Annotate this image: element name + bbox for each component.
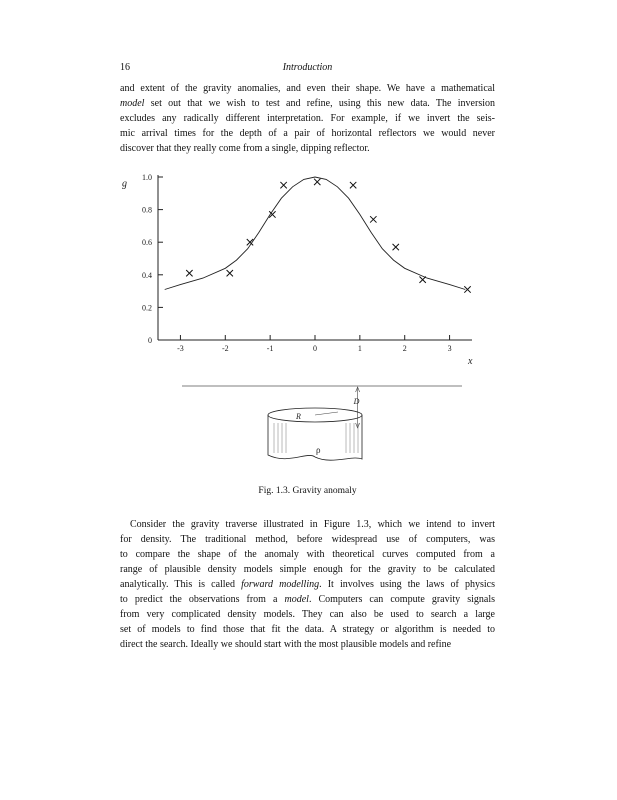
text-segment: . Computers can compute gravity signals	[308, 594, 495, 605]
text-segment: to compare the shape of the anomaly with theoretical curves computed from a	[120, 549, 495, 560]
text-line	[120, 111, 495, 126]
text-segment: . It involves using the laws of physics	[319, 579, 495, 590]
y-tick-label: 0.8	[142, 205, 152, 215]
text-line	[120, 81, 495, 96]
text-segment: mic arrival times for the depth of a pair of horizontal reflectors we would never	[120, 128, 495, 139]
text-line	[120, 592, 495, 607]
running-title: Introduction	[282, 62, 333, 73]
text-line	[120, 562, 495, 577]
y-tick-label: 0.6	[142, 238, 152, 248]
text-line	[120, 637, 495, 652]
text-segment: Consider the gravity traverse illustrated in Figure 1.3, which we intend to invert	[130, 519, 495, 530]
observation-point	[280, 182, 286, 188]
x-tick-label: -1	[266, 344, 274, 353]
x-tick-label: -2	[221, 344, 229, 353]
observation-point	[419, 276, 425, 282]
emphasis: model	[120, 98, 145, 109]
text-line	[120, 577, 495, 592]
theoretical-curve	[165, 177, 466, 290]
text-segment: for density. The traditional method, before widespread use of computers, was	[120, 534, 495, 545]
text-line	[120, 622, 495, 637]
depth-label: D	[353, 397, 360, 406]
observation-point	[370, 216, 376, 222]
running-header	[120, 62, 495, 76]
text-line	[120, 532, 495, 547]
text-segment: direct the search. Ideally we should start with the most plausible models and refine	[120, 639, 452, 650]
observation-point	[227, 270, 233, 276]
radius-label: R	[296, 412, 301, 421]
text-segment: from very complicated density models. They can also be used to search a large	[120, 609, 495, 620]
y-tick-label: 0.2	[142, 303, 152, 313]
observation-point	[393, 244, 399, 250]
text-line	[120, 607, 495, 622]
y-tick-label: 0.4	[142, 270, 152, 280]
x-tick-label: 2	[402, 344, 407, 353]
x-tick-label: -3	[177, 344, 184, 353]
text-line	[120, 517, 495, 532]
x-tick-label: 0	[313, 344, 317, 353]
x-tick-label: 3	[447, 344, 452, 353]
text-line	[120, 126, 495, 141]
text-segment: to predict the observations from a	[120, 594, 285, 605]
paragraph-1	[120, 81, 495, 156]
text-segment: range of plausible density models simple enough for the gravity to be calculated	[120, 564, 495, 575]
emphasis: model	[284, 594, 309, 605]
text-segment: set out that we wish to test and refine, using this new data. The inversion	[144, 98, 495, 109]
observation-point	[350, 182, 356, 188]
text-line	[120, 141, 495, 156]
radius-line	[315, 412, 338, 415]
text-segment: analytically. This is called	[120, 579, 242, 590]
x-axis-label: x	[468, 356, 473, 367]
paragraph-2	[120, 517, 495, 652]
page-number: 16	[120, 62, 130, 73]
text-segment: and extent of the gravity anomalies, and even their shape. We have a mathematical	[120, 83, 495, 94]
text-line	[120, 547, 495, 562]
text-line	[120, 96, 495, 111]
gravity-anomaly-chart	[110, 165, 495, 475]
text-segment: excludes any radically different interpretation. For example, if we invert the seis-	[120, 113, 495, 124]
figure-1-3	[110, 165, 495, 475]
x-tick-label: 1	[357, 344, 362, 353]
text-segment: discover that they really come from a single, dipping reflector.	[120, 143, 370, 154]
y-tick-label: 0	[148, 336, 152, 345]
y-tick-label: 1.0	[142, 173, 152, 182]
observation-point	[186, 270, 192, 276]
emphasis: forward modelling	[241, 579, 320, 590]
text-segment: set of models to find those that fit the data. A strategy or algorithm is needed to	[120, 624, 495, 635]
observation-point	[314, 179, 320, 185]
y-axis-label: g	[122, 178, 127, 190]
figure-caption: Fig. 1.3. Gravity anomaly	[258, 486, 357, 496]
density-label: ρ	[316, 445, 321, 455]
